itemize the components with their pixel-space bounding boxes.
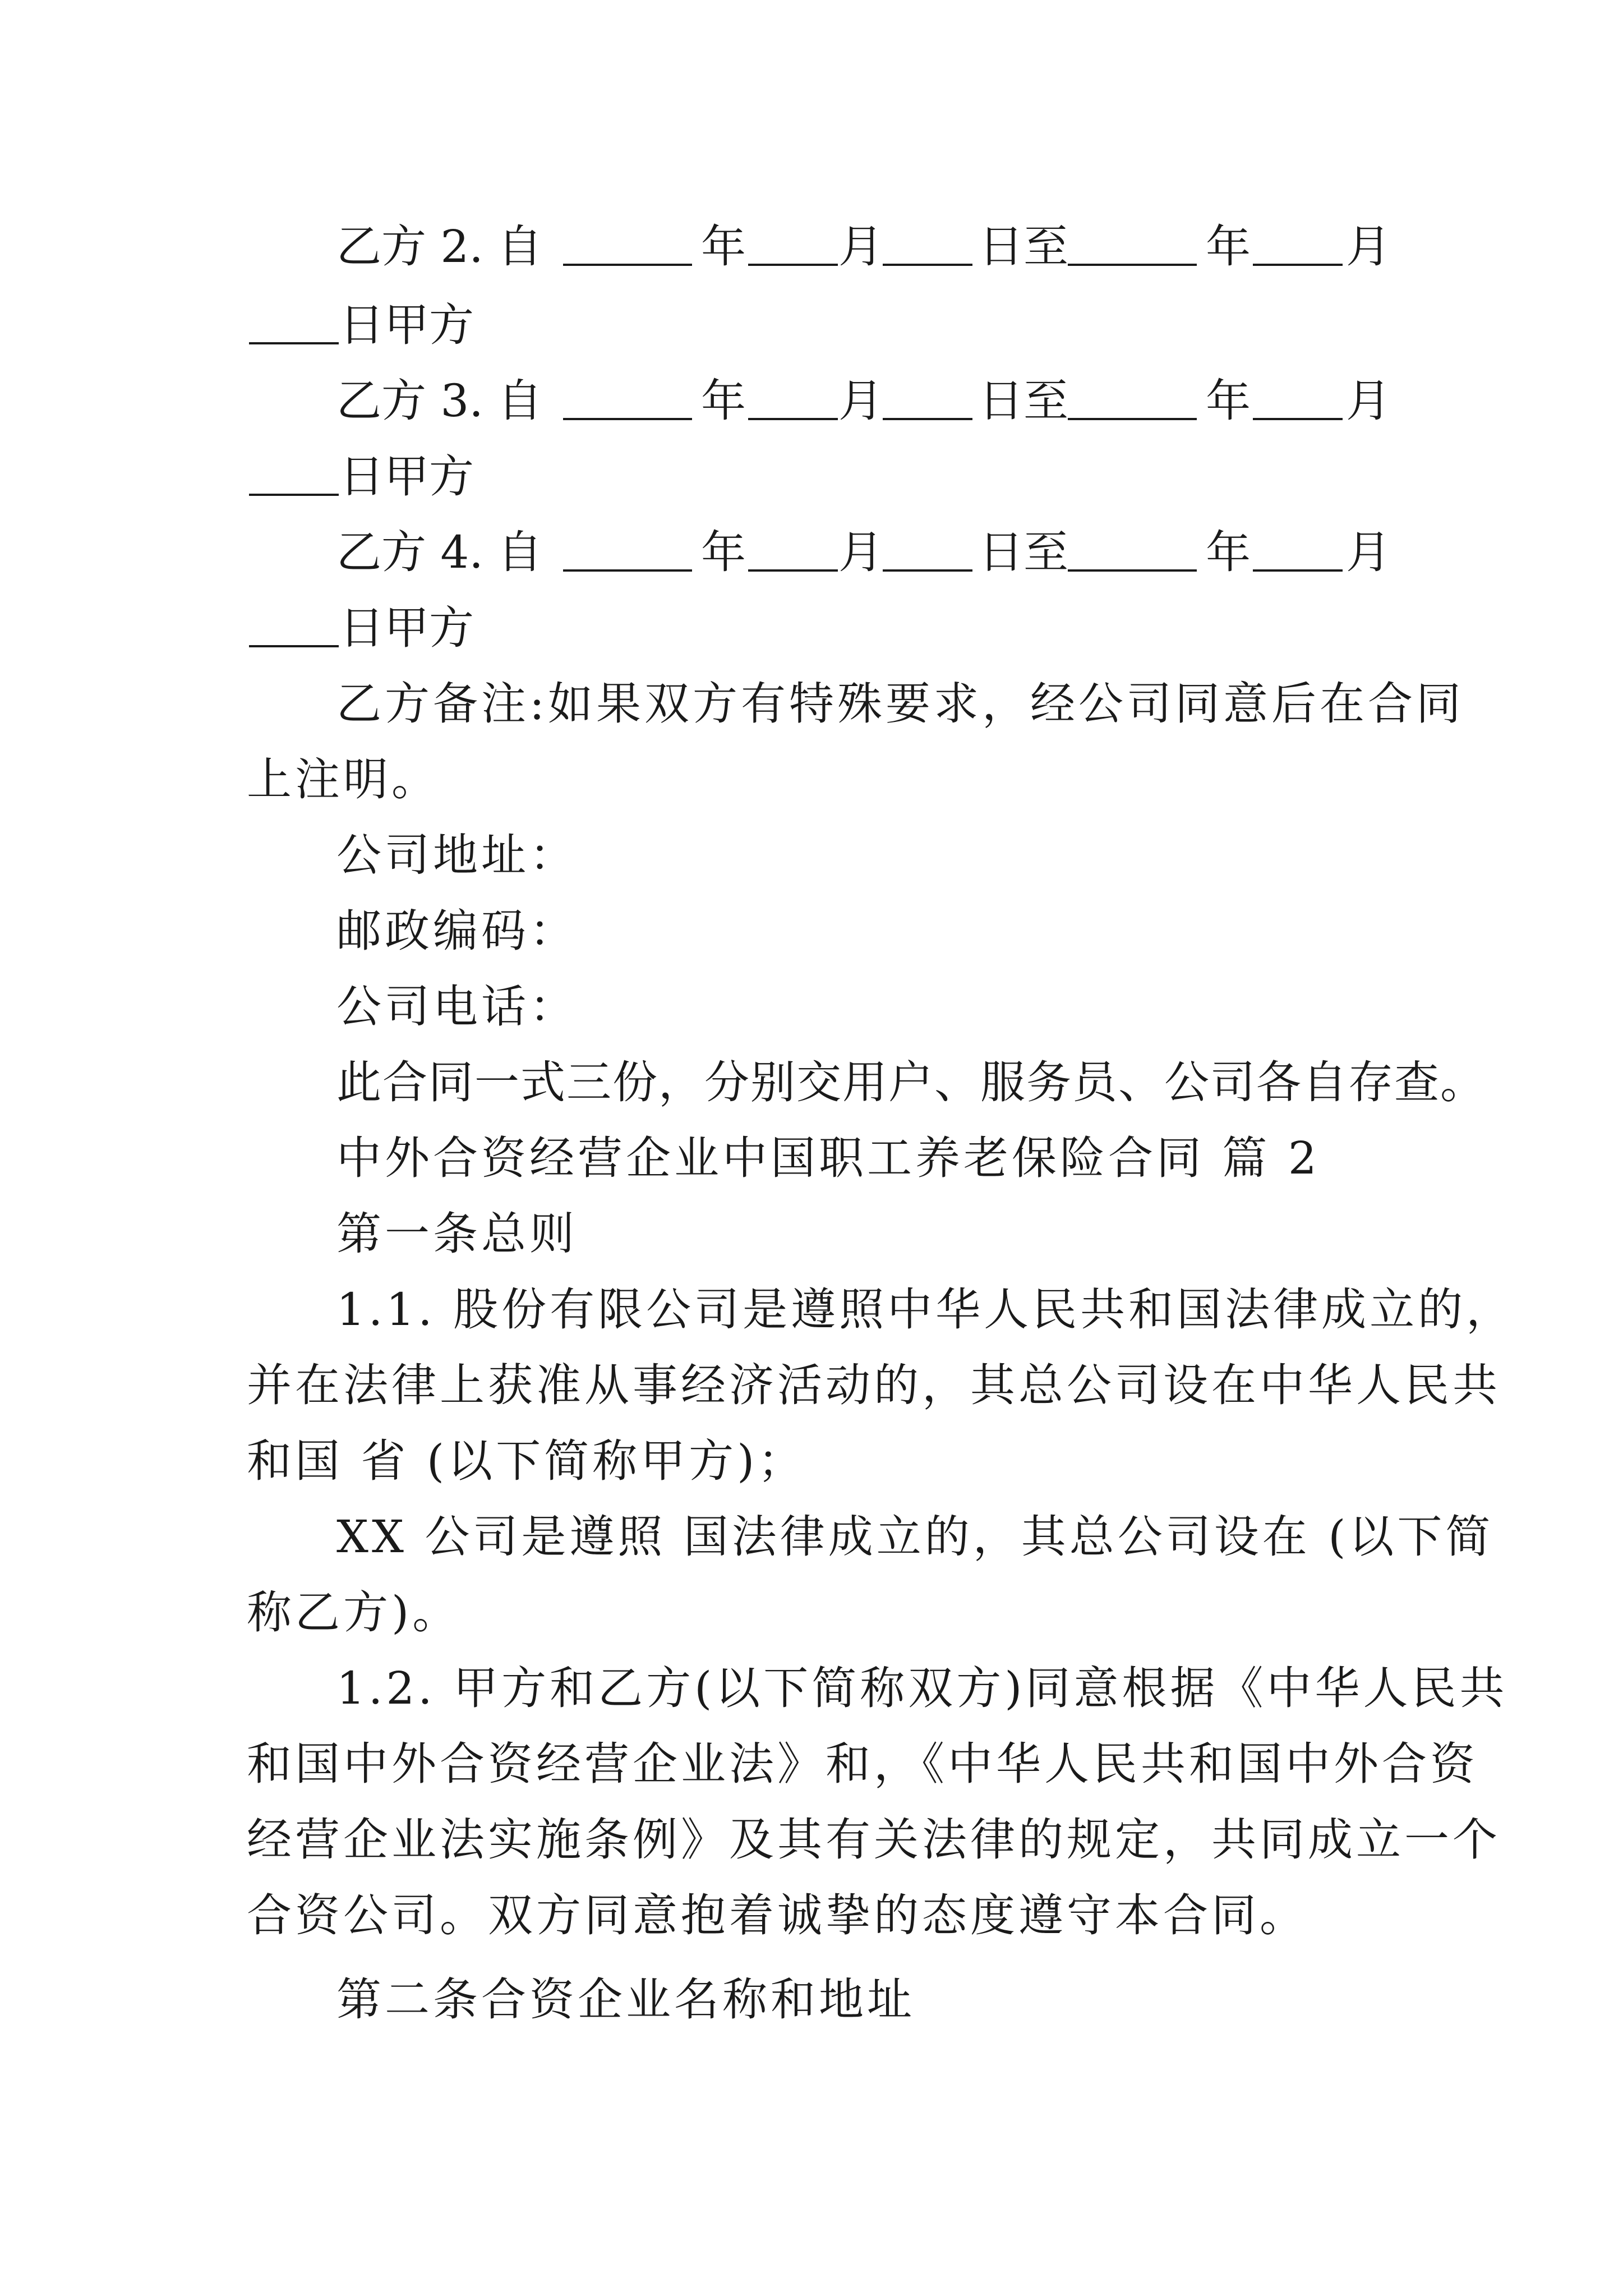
paragraph-line: 和国 省 (以下简称甲方)； [247,1435,806,1487]
blank-year-end [1068,373,1197,420]
date-row-prefix: 乙方 4. 自 [336,526,543,578]
postcode-label: 邮政编码： [336,905,578,957]
paragraph-line: 1.2. 甲方和乙方(以下简称双方)同意根据《中华人民共 [336,1662,1508,1714]
blank-year-end [1068,524,1197,572]
blank-day-start [883,219,972,266]
month-label: 月 [838,375,883,427]
year-label: 年 [701,220,746,273]
paragraph-line: 合资公司。双方同意抱着诚挚的态度遵守本合同。 [247,1889,1308,1941]
blank-day-end [249,297,339,344]
article-heading: 第一条总则 [336,1208,578,1260]
blank-month-start [748,524,838,572]
date-row-tail: 日甲方 [339,299,474,351]
month-label: 月 [838,526,883,578]
blank-month-end [1253,219,1343,266]
month-label: 月 [1346,526,1391,578]
day-to-label: 日至 [979,526,1068,578]
year-label: 年 [1206,220,1251,273]
date-row-tail: 日甲方 [339,602,474,654]
year-label: 年 [1206,375,1251,427]
paragraph-line: 并在法律上获准从事经济活动的，其总公司设在中华人民共 [247,1359,1501,1411]
article-heading: 第二条合资企业名称和地址 [336,1973,915,2026]
blank-year-start [563,373,692,420]
month-label: 月 [838,220,883,273]
note-line: 乙方备注:如果双方有特殊要求，经公司同意后在合同 [336,678,1464,730]
blank-month-start [748,219,838,266]
blank-day-end [249,600,339,647]
blank-day-end [249,449,339,496]
date-row-prefix: 乙方 2. 自 [336,220,543,273]
day-to-label: 日至 [979,375,1068,427]
copies-statement: 此合同一式三份，分别交用户、服务员、公司各自存查。 [336,1056,1486,1108]
blank-day-start [883,373,972,420]
blank-year-end [1068,219,1197,266]
year-label: 年 [701,526,746,578]
company-address-label: 公司地址： [336,829,578,881]
paragraph-line: 称乙方)。 [247,1586,461,1639]
blank-month-end [1253,524,1343,572]
day-to-label: 日至 [979,220,1068,273]
blank-month-end [1253,373,1343,420]
year-label: 年 [701,375,746,427]
date-row-tail: 日甲方 [339,450,474,503]
blank-year-start [563,524,692,572]
paragraph-line: 经营企业法实施条例》及其有关法律的规定，共同成立一个 [247,1814,1501,1866]
blank-year-start [563,219,692,266]
company-phone-label: 公司电话： [336,981,578,1033]
date-row-prefix: 乙方 3. 自 [336,375,543,427]
paragraph-line: 和国中外合资经营企业法》和，《中华人民共和国中外合资 [247,1738,1478,1790]
blank-day-start [883,524,972,572]
paragraph-line: 1.1. 股份有限公司是遵照中华人民共和国法律成立的， [336,1283,1515,1336]
note-line: 上注明。 [247,753,440,806]
month-label: 月 [1346,375,1391,427]
blank-month-start [748,373,838,420]
month-label: 月 [1346,220,1391,273]
year-label: 年 [1206,526,1251,578]
paragraph-line: XX 公司是遵照 国法律成立的，其总公司设在 (以下简 [336,1511,1494,1563]
section-title: 中外合资经营企业中国职工养老保险合同 篇 2 [336,1132,1320,1184]
